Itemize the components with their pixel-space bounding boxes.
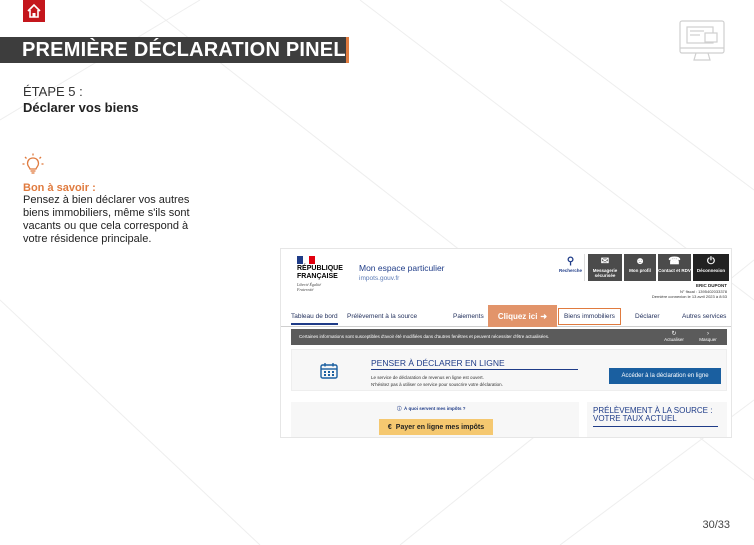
access-declaration-button[interactable]: Accéder à la déclaration en ligne <box>609 368 721 384</box>
refresh-button[interactable]: ↻ Actualiser <box>659 330 689 344</box>
monitor-icon <box>678 18 726 64</box>
lightbulb-icon <box>22 153 44 175</box>
user-icon: ☻ <box>634 256 646 267</box>
info-banner-text: Certaines informations sont susceptibles d'avoir été modifiées dans d'autres fenêtres et peuvent nécessiter d'être actualisées. <box>299 334 550 339</box>
tip-heading: Bon à savoir : <box>23 182 96 194</box>
euro-icon: € <box>387 423 392 431</box>
republique-logo-text: RÉPUBLIQUE FRANÇAISE <box>297 265 343 280</box>
declare-card-line1: Le service de déclaration de revenus en ligne est ouvert. <box>371 375 484 380</box>
declare-online-card <box>291 349 727 391</box>
divider <box>371 369 578 370</box>
click-here-callout: Cliquez ici ➜ <box>488 305 557 327</box>
chevron-right-icon: › <box>707 331 709 337</box>
profile-button[interactable]: ☻ Mon profil <box>624 254 656 281</box>
page-title: PREMIÈRE DÉCLARATION PINEL <box>0 37 346 63</box>
site-screenshot <box>280 248 732 438</box>
pay-online-button[interactable]: € Payer en ligne mes impôts <box>379 419 493 435</box>
user-fiscal-number: N° fiscal : 1395402033378 <box>680 289 727 294</box>
search-icon: ⚲ <box>566 256 575 267</box>
withholding-rate-card <box>587 402 727 438</box>
refresh-icon: ↻ <box>671 331 677 337</box>
nav-item-real-estate[interactable]: Biens immobiliers <box>558 308 621 325</box>
contact-button[interactable]: ☎ Contact et RDV <box>658 254 691 281</box>
withholding-card-title: PRÉLÈVEMENT À LA SOURCE : VOTRE TAUX ACTUEL <box>593 406 713 423</box>
step-label: ÉTAPE 5 : <box>23 84 83 99</box>
french-flag-logo <box>297 256 315 264</box>
hide-button[interactable]: › Masquer <box>693 330 723 344</box>
space-subtitle: impots.gouv.fr <box>359 275 400 282</box>
nav-item-declare[interactable]: Déclarer <box>635 313 660 320</box>
user-last-login: Dernière connexion le 13 avril 2023 à 8:53 <box>651 294 727 299</box>
page-number: 30/33 <box>702 519 730 531</box>
divider <box>593 426 718 427</box>
user-name: ERIC DUPONT <box>695 283 727 288</box>
logout-button[interactable]: ⏻ Déconnexion <box>693 254 729 281</box>
messages-button[interactable]: ✉ Messagerie sécurisée <box>588 254 622 281</box>
tip-text: Pensez à bien déclarer vos autres biens immobiliers, même s'ils sont vacants ou que cela correspond à votre résidence principale. <box>23 194 190 245</box>
contact-icon: ☎ <box>668 256 681 267</box>
home-icon[interactable] <box>23 0 45 22</box>
pay-card <box>291 402 579 438</box>
republique-motto: Liberté Égalité Fraternité <box>297 282 322 292</box>
nav-item-other-services[interactable]: Autres services <box>682 313 727 320</box>
nav-item-dashboard[interactable]: Tableau de bord <box>291 313 338 325</box>
site-header <box>281 249 732 305</box>
step-title: Déclarer vos biens <box>23 100 139 115</box>
info-banner <box>291 329 727 345</box>
power-icon: ⏻ <box>707 256 715 267</box>
info-icon: ⓘ <box>397 406 402 411</box>
declare-card-title: PENSER À DÉCLARER EN LIGNE <box>371 358 505 368</box>
declare-card-line2: N'hésitez pas à utiliser ce service pour souscrire votre déclaration. <box>371 382 503 387</box>
mail-icon: ✉ <box>600 256 610 267</box>
arrow-right-icon: ➜ <box>540 311 548 321</box>
nav-item-payments[interactable]: Paiements <box>453 313 484 320</box>
calendar-icon <box>320 362 338 379</box>
why-taxes-link[interactable]: ⓘ À quoi servent mes impôts ? <box>397 406 466 411</box>
nav-item-withholding[interactable]: Prélèvement à la source <box>347 313 418 320</box>
space-title[interactable]: Mon espace particulier <box>359 263 445 273</box>
search-button[interactable]: ⚲ Recherche <box>557 254 585 281</box>
